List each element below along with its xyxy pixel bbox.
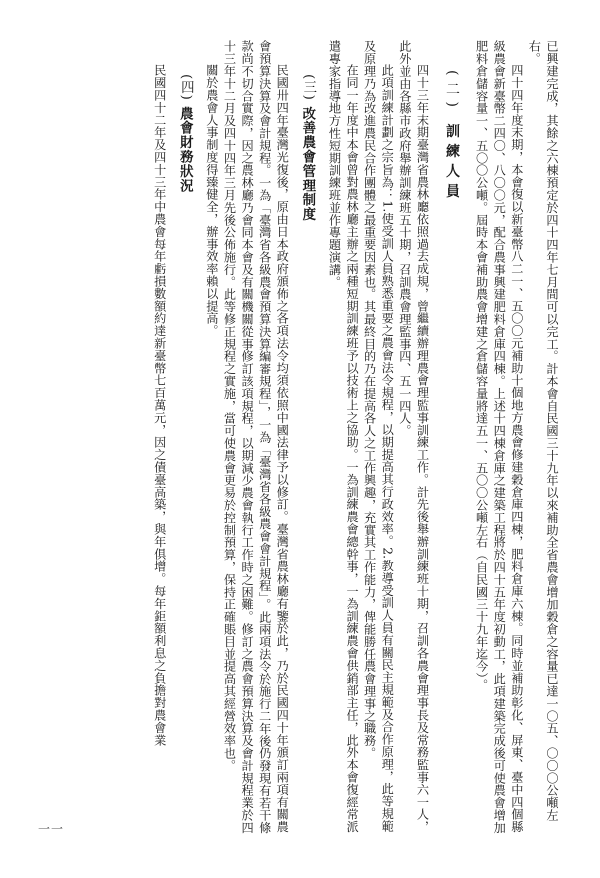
page-number: 一一 [38, 822, 65, 836]
document-body [34, 40, 560, 840]
paragraph-4: 此項訓練計劃之宗旨為：1.使受訓人員熟悉重要之農會法令規程，以期提高其行政效率。2.教導受訓人員有關民主規範及合作原理，此等規範及原理乃為改進農民合作團體之最重要因素也。其最終目的乃在提高各人之工作興趣，充實其工作能力，俾能勝任農會理事之職務。 [362, 40, 395, 833]
section-title: 訓練人員 [444, 123, 461, 204]
section-number: (二) [444, 70, 461, 113]
section-title: 農會財務狀況 [177, 106, 194, 193]
paragraph-8: 民國四十二年及四十三年中農會每年虧損數額約達新臺幣七百萬元，因之債臺高築，與年俱增。每年鉅額利息之負擔對農會業 [152, 64, 167, 747]
section-number: (四) [178, 74, 194, 101]
paragraph-1: 已興建完成，其餘之六棟預定於四十四年七月間可以完工。計本會自民國三十九年以來補助全省農會增加穀倉之容量已達一〇五、〇〇〇公噸左右。 [527, 40, 559, 822]
section-heading-management [298, 40, 317, 840]
paragraph-7: 關於農會人事制度得臻健全，辦事效率賴以提高。 [204, 64, 219, 338]
paragraph-2: 四十四年度末期，本會復以新臺幣八二一、五〇〇元補助十個地方農會修建穀倉庫四棟，肥料倉庫六棟。同時並補助彰化、屏東、臺中四個縣級農會新臺幣二四〇、八〇〇元，配合農事興建肥料倉庫四棟。上述十四棟倉庫之建築工程將於四十五年度初動工，此項建築完成後可使農會增加肥料倉儲容量一、五〇〇公噸。屆時本會補助農會增建之倉儲容量將達五一、五〇〇公噸左右（自民國三十九年迄今）。 [474, 40, 524, 834]
section-heading-training [442, 40, 460, 840]
paragraph-5: 在同一年度中本會曾對農林廳主辦之兩種短期訓練班予以技術上之協助。一為訓練農會總幹事，一為訓練農會供銷部主任，此外本會復經常派遣專家指導地方性短期訓練班並作專題演講。 [327, 40, 360, 834]
section-heading-finance [176, 40, 195, 840]
paragraph-6: 民國卅四年臺灣光復後，原由日本政府頒佈之各項法令均須依照中國法律予以修訂。臺灣省農林廳有鑒於此，乃於民國四十年頒訂兩項有關農會預算決算及會計規程。一為「臺灣省各級農會預算決算編審規程」，一為「臺灣省各級農會會計規程」。此兩項法令於施行二年後仍發現有若干條款尚不切合實際，因之農林廳乃會同本會及有關機關從事修訂該項規程，以期減少農會執行工作時之困難。修訂之農會預算決算及會計規程業於四十三年十二月及四十四年三月先後公佈施行。此等修正規程之實施，當可使農會更易於控制預算，保持正確賬目並提高其經營效率也。 [222, 40, 290, 834]
section-number: (三) [300, 74, 316, 101]
paragraph-3: 四十三年末期臺灣省農林廳依照過去成規，曾繼續辦理農會理監事訓練工作。計先後舉辦訓練班十期，召訓各農會理事長及常務監事六一人，此外並由各縣市政府舉辦訓練班五十期，召訓農會理監事四、五一四人。 [397, 40, 430, 834]
section-title: 改善農會管理制度 [299, 106, 316, 222]
